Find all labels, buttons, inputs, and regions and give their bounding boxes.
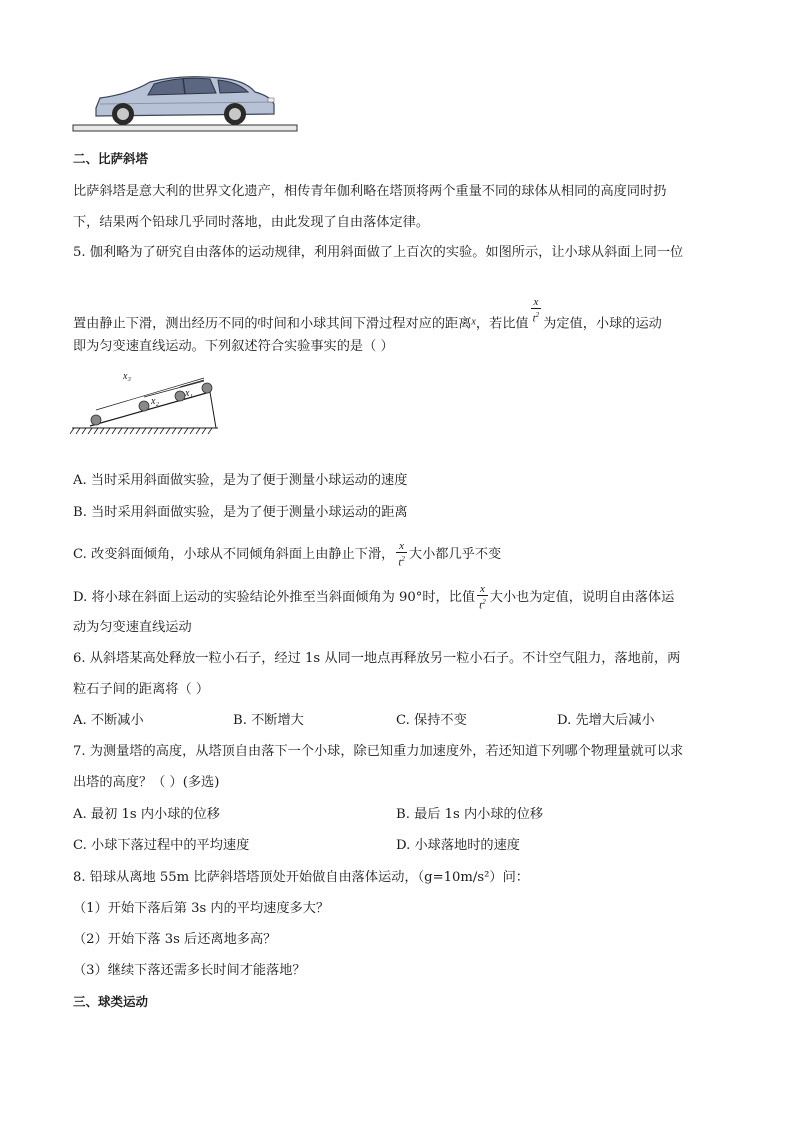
label-x2: x₂ — [151, 396, 159, 407]
q7-option-c: C. 小球下落过程中的平均速度 — [73, 838, 250, 853]
q7-option-d: D. 小球落地时的速度 — [396, 838, 520, 853]
q5-option-a: A. 当时采用斜面做实验，是为了便于测量小球运动的速度 — [73, 473, 408, 488]
label-x1: x₁ — [185, 388, 193, 399]
q8-sub-2: （2）开始下落 3s 后还离地多高？ — [73, 932, 277, 947]
q5-line-2: 置由静止下滑，测出经历不同的$^t$时间和小球其间下滑过程对应的距离$^x$，若比值 $\frac{x}{t^2}$ 为定值，小球的运动 — [73, 296, 662, 332]
section-title-ball-sports: 三、球类运动 — [73, 994, 149, 1009]
q6-line-1: 6. 从斜塔某高处释放一粒小石子，经过 1s 从同一地点再释放另一粒小石子。不计空气阻力，落地前，两 — [73, 651, 681, 666]
section-title-leaning-tower: 二、比萨斜塔 — [73, 151, 149, 166]
q6-option-b: B. 不断增大 — [233, 713, 304, 728]
intro-line-2: 下，结果两个铅球几乎同时落地，由此发现了自由落体定律。 — [73, 215, 430, 230]
q8-line-1: 8. 铅球从离地 55m 比萨斜塔塔顶处开始做自由落体运动，（g=10m/s²）问： — [73, 870, 529, 885]
q6-line-2: 粒石子间的距离将（ ） — [73, 682, 210, 697]
q7-line-1: 7. 为测量塔的高度，从塔顶自由落下一个小球，除已知重力加速度外，若还知道下列哪个物理量就可以求 — [73, 744, 684, 759]
q6-option-c: C. 保持不变 — [396, 713, 467, 728]
q5-option-c: C. 改变斜面倾角，小球从不同倾角斜面上由静止下滑， $\frac{x}{t^2}$ 大小都几乎不变 — [73, 540, 502, 569]
q5-option-d: D. 将小球在斜面上运动的实验结论外推至当斜面倾角为 90°时，比值 $\frac{x}{t^2}$ 大小也为定值，说明自由落体运 — [73, 583, 675, 612]
car-illustration — [70, 68, 302, 136]
q7-line-2: 出塔的高度？（ ）(多选) — [73, 775, 220, 790]
label-x3: x₃ — [123, 371, 131, 382]
q6-option-d: D. 先增大后减小 — [557, 713, 655, 728]
q5-option-b: B. 当时采用斜面做实验，是为了便于测量小球运动的距离 — [73, 505, 408, 520]
incline-diagram — [70, 370, 220, 436]
q5-line-1: 5. 伽利略为了研究自由落体的运动规律，利用斜面做了上百次的实验。如图所示，让小球从斜面上同一位 — [73, 245, 684, 260]
q7-option-b: B. 最后 1s 内小球的位移 — [396, 807, 544, 822]
intro-line-1: 比萨斜塔是意大利的世界文化遗产，相传青年伽利略在塔顶将两个重量不同的球体从相同的高度同时扔 — [73, 184, 667, 199]
q8-sub-1: （1）开始下落后第 3s 内的平均速度多大？ — [73, 901, 330, 916]
q5-line-3: 即为匀变速直线运动。下列叙述符合实验事实的是（ ） — [73, 339, 394, 354]
q7-option-a: A. 最初 1s 内小球的位移 — [73, 807, 220, 822]
q8-sub-3: （3）继续下落还需多长时间才能落地？ — [73, 963, 306, 978]
ratio-fraction-d: $\frac{x}{t^2}$ — [479, 583, 486, 612]
ratio-fraction-c: $\frac{x}{t^2}$ — [398, 540, 405, 569]
q6-option-a: A. 不断减小 — [73, 713, 144, 728]
ratio-fraction: $\frac{x}{t^2}$ — [532, 296, 540, 325]
q5-option-d-cont: 动为匀变速直线运动 — [73, 620, 192, 635]
